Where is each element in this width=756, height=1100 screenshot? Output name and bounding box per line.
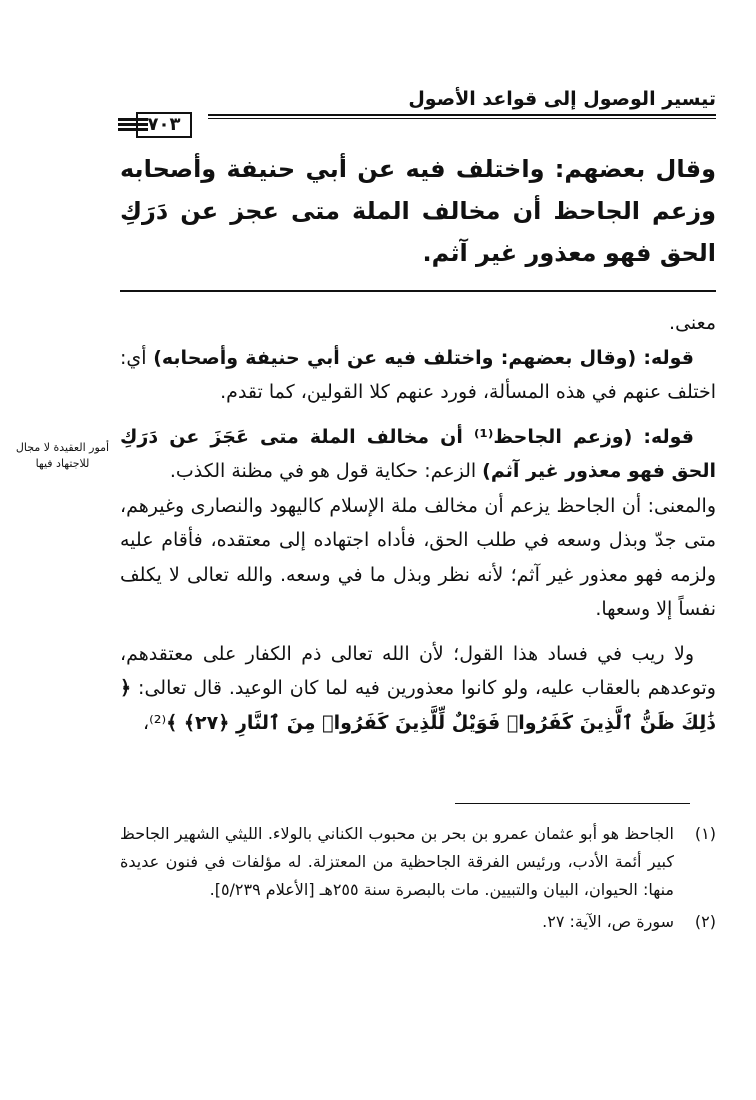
- running-header-title: تيسير الوصول إلى قواعد الأصول: [408, 88, 716, 110]
- footnotes: [120, 820, 716, 940]
- footnote-item: [120, 908, 716, 936]
- header-ornament-bars: [118, 118, 148, 132]
- footnote-number: (١): [694, 824, 716, 843]
- main-text-separator: [120, 290, 716, 292]
- commentary-quote-3: قوله: (وزعم الجاحظ⁽¹⁾ أن مخالف الملة متى عَجَزَ عن دَرَكِ الحق فهو معذور غير آثم): [120, 425, 716, 482]
- commentary-text-2: أي: اختلف عنهم في هذه المسألة، فورد عنهم كلا القولين، كما تقدم.: [120, 346, 716, 403]
- commentary-quote-2: قوله: (وقال بعضهم: واختلف فيه عن أبي حنيفة وأصحابه): [153, 346, 694, 369]
- commentary: [120, 306, 716, 740]
- header-rule-thin: [120, 118, 716, 119]
- footnote-text: سورة ص، الآية: ٢٧.: [542, 912, 674, 931]
- commentary-para-3: [120, 420, 716, 489]
- quran-verse: ﴿ ذَٰلِكَ ظَنُّ ٱلَّذِينَ كَفَرُوا۟ فَوَيْلٌ لِّلَّذِينَ كَفَرُوا۟ مِنَ ٱلنَّارِ ﴿٢٧﴾ ﴾: [120, 677, 716, 734]
- commentary-text-5b: ⁽²⁾،: [143, 711, 167, 734]
- header-rule: [120, 114, 716, 116]
- footnote-item: [120, 820, 716, 904]
- main-text: وقال بعضهم: واختلف فيه عن أبي حنيفة وأصحابه وزعم الجاحظ أن مخالف الملة متى عجز عن دَرَكِ الحق فهو معذور غير آثم.: [120, 155, 716, 267]
- commentary-para-4: والمعنى: أن الجاحظ يزعم أن مخالف ملة الإسلام كاليهود والنصارى وغيرهم، متى جدّ وبذل وسعه في طلب الحق، فأداه اجتهاده إلى معتقده، فأقام عليه ولزمه فهو معذور غير آثم؛ لأنه نظر وبذل ما في وسعه. والله تعالى لا يكلف نفساً إلا وسعها.: [120, 494, 716, 620]
- margin-note: أمور العقيدة لا مجال للاجتهاد فيها: [15, 441, 110, 470]
- commentary-para-5: [120, 637, 716, 741]
- commentary-text-3: الزعم: حكاية قول هو في مظنة الكذب.: [169, 460, 483, 482]
- commentary-text-5a: ولا ريب في فساد هذا القول؛ لأن الله تعالى ذم الكفار على معتقدهم، وتوعدهم بالعقاب عليه، ولو كانوا معذورين فيه لما كان الوعيد. قال تعالى:: [120, 642, 716, 699]
- footnote-number: (٢): [694, 912, 716, 931]
- commentary-para-2: [120, 341, 716, 410]
- footnote-text: الجاحظ هو أبو عثمان عمرو بن بحر بن محبوب الكناني بالولاء. الليثي الشهير الجاحظ كبير أئمة الأدب، ورئيس الفرقة الجاحظية من المعتزلة. له مؤلفات في فنون عديدة منها: الحيوان، البيان والتبيين. مات بالبصرة سنة ٢٥٥هـ [الأعلام ٥/٢٣٩].: [120, 824, 674, 899]
- commentary-para-1: معنى.: [669, 312, 716, 334]
- footnote-rule: [455, 803, 690, 804]
- page-number: ٧٠٣: [136, 112, 193, 138]
